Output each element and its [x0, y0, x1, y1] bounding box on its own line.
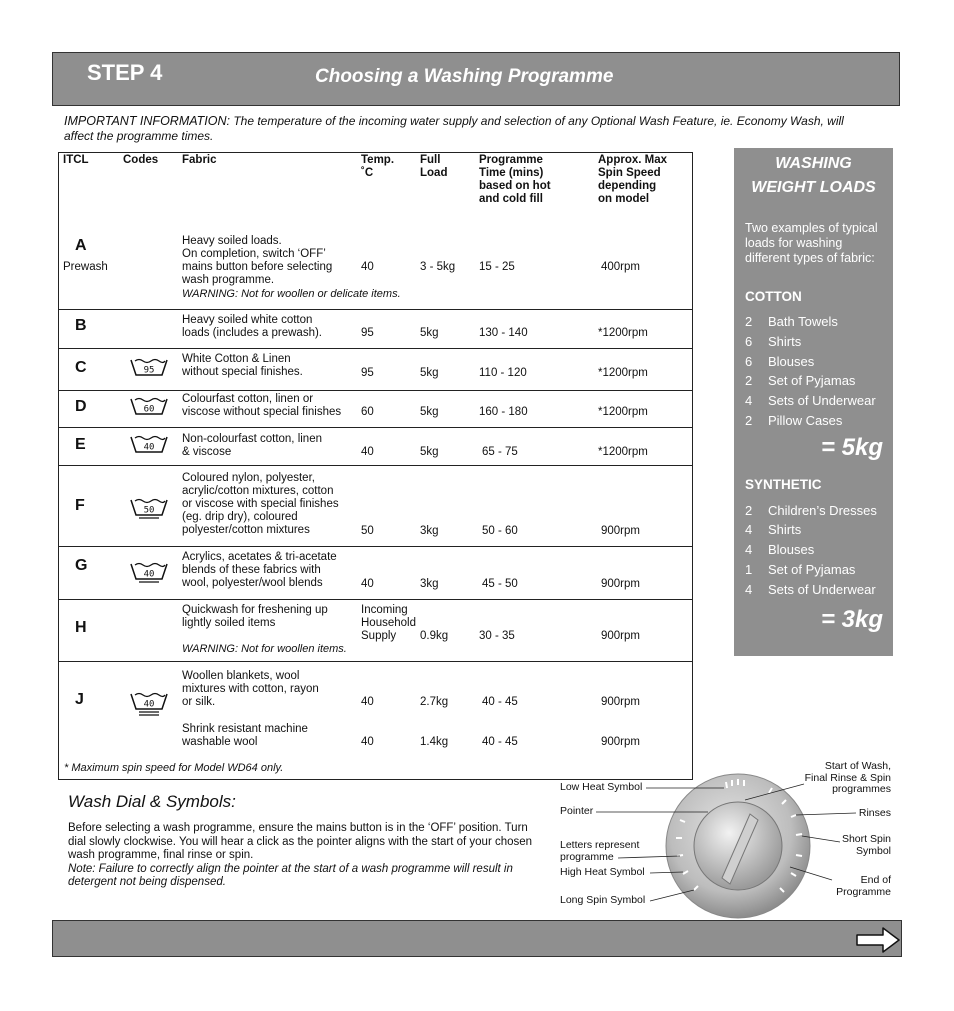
time-value: 130 - 140: [479, 327, 528, 339]
label-end-of-programme: End of Programme: [836, 874, 891, 898]
spin-value: *1200rpm: [598, 406, 648, 418]
wash-tub-40-underline-icon: [129, 561, 169, 583]
temp-value: 40: [361, 261, 374, 273]
itcl-letter: E: [75, 436, 86, 453]
fabric-text: Quickwash for freshening up lightly soiled items: [182, 604, 328, 629]
header-time: Programme Time (mins) based on hot and cold fill: [479, 154, 551, 205]
important-lead: IMPORTANT INFORMATION:: [64, 114, 230, 128]
time-value: 50 - 60: [482, 525, 518, 537]
panel-title: WASHING WEIGHT LOADS: [751, 155, 876, 196]
header-codes: Codes: [123, 154, 159, 166]
warning-text: WARNING: Not for woollen items.: [182, 643, 347, 655]
next-page-arrow-icon[interactable]: [855, 926, 901, 954]
wash-tub-40-icon: [129, 434, 169, 456]
row-divider: [59, 309, 692, 310]
label-short-spin-symbol: Short Spin Symbol: [841, 833, 891, 857]
temp-value: 95: [361, 367, 374, 379]
dial-section-title: Wash Dial & Symbols:: [68, 792, 236, 811]
fabric-text: Heavy soiled loads. On completion, switch ‘OFF’ mains button before selecting wash programme.: [182, 235, 333, 286]
fabric-text: White Cotton & Linen without special finishes.: [182, 353, 303, 378]
temp-value: 40: [361, 446, 374, 458]
temp-value-secondary: 40: [361, 736, 374, 748]
fabric-text: Acrylics, acetates & tri-acetate blends of these fabrics with wool, polyester/wool blends: [182, 551, 337, 589]
label-long-spin-symbol: Long Spin Symbol: [560, 894, 646, 906]
wash-tub-40-hand-wool-icon: [129, 691, 169, 719]
itcl-letter: G: [75, 557, 88, 574]
wash-tub-95-icon: [129, 357, 169, 379]
itcl-letter: C: [75, 359, 87, 376]
list-item: 4 Blouses: [745, 542, 815, 557]
row-divider: [59, 465, 692, 466]
header-temp: Temp. ˚C: [361, 154, 395, 179]
list-item: 2 Bath Towels: [745, 314, 838, 329]
spin-value: 900rpm: [601, 696, 640, 708]
time-value-secondary: 40 - 45: [482, 736, 518, 748]
wash-tub-60-icon: [129, 396, 169, 418]
spin-value-secondary: 900rpm: [601, 736, 640, 748]
fabric-text-secondary: Shrink resistant machine washable wool: [182, 723, 308, 748]
label-rinses: Rinses: [858, 807, 891, 819]
load-value: 5kg: [420, 367, 439, 379]
itcl-letter: F: [75, 497, 85, 514]
list-item: 2 Pillow Cases: [745, 413, 843, 428]
important-information: [64, 114, 874, 144]
spin-value: *1200rpm: [598, 446, 648, 458]
row-divider: [59, 546, 692, 547]
label-low-heat-symbol: Low Heat Symbol: [560, 781, 643, 793]
symbol-temp: 40: [143, 442, 155, 453]
fabric-text: Woollen blankets, wool mixtures with cotton, rayon or silk.: [182, 670, 319, 708]
header-itcl: ITCL: [63, 154, 89, 166]
table-footnote: * Maximum spin speed for Model WD64 only.: [64, 762, 284, 774]
cotton-total: = 5kg: [820, 434, 883, 461]
itcl-letter: J: [75, 691, 84, 708]
header-load: Full Load: [420, 154, 448, 179]
spin-value: 400rpm: [601, 261, 640, 273]
symbol-temp: 50: [143, 505, 155, 516]
fabric-text: Coloured nylon, polyester, acrylic/cotton mixtures, cotton or viscose with special finishes (eg. drip dry), coloured polyester/cotton mixtures: [182, 472, 339, 536]
temp-value: 50: [361, 525, 374, 537]
itcl-letter: D: [75, 398, 87, 415]
load-value: 3kg: [420, 525, 439, 537]
load-value: 5kg: [420, 406, 439, 418]
row-divider: [59, 348, 692, 349]
row-divider: [59, 661, 692, 662]
dial-note: Note: Failure to correctly align the pointer at the start of a wash programme will result in detergent not being dispensed.: [68, 862, 513, 888]
load-value: 5kg: [420, 446, 439, 458]
header-fabric: Fabric: [182, 154, 217, 166]
time-value: 160 - 180: [479, 406, 528, 418]
dial-instructions: [68, 822, 538, 890]
time-value: 65 - 75: [482, 446, 518, 458]
fabric-text: Heavy soiled white cotton loads (includes a prewash).: [182, 314, 322, 339]
list-item: 4 Sets of Underwear: [745, 393, 876, 408]
list-item: 4 Sets of Underwear: [745, 582, 876, 597]
symbol-temp: 60: [143, 404, 155, 415]
row-divider: [59, 390, 692, 391]
spin-value: 900rpm: [601, 578, 640, 590]
label-start-of-wash: Start of Wash, Final Rinse & Spin programmes: [804, 760, 891, 795]
load-value: 5kg: [420, 327, 439, 339]
itcl-letter: B: [75, 317, 87, 334]
temp-value: Incoming Household Supply: [361, 604, 416, 642]
header-bar: [52, 52, 900, 106]
panel-intro: Two examples of typical loads for washing different types of fabric:: [745, 221, 878, 265]
load-value: 0.9kg: [420, 630, 449, 642]
load-value: 2.7kg: [420, 696, 449, 708]
temp-value: 40: [361, 578, 374, 590]
wash-tub-50-icon: [129, 497, 169, 519]
load-value-secondary: 1.4kg: [420, 736, 449, 748]
header-spin: Approx. Max Spin Speed depending on model: [598, 154, 668, 205]
itcl-letter: A: [75, 237, 87, 254]
label-letters: Letters represent programme: [560, 839, 640, 863]
list-item: 6 Blouses: [745, 354, 815, 369]
cotton-heading: COTTON: [745, 289, 802, 304]
time-value: 30 - 35: [479, 630, 515, 642]
symbol-temp: 40: [143, 569, 155, 580]
list-item: 2 Set of Pyjamas: [745, 373, 856, 388]
weight-loads-panel: [734, 148, 893, 656]
step-label: STEP 4: [87, 60, 163, 85]
list-item: 4 Shirts: [745, 522, 802, 537]
fabric-text: Non-colourfast cotton, linen & viscose: [182, 433, 322, 458]
row-divider: [59, 599, 692, 600]
page-title: Choosing a Washing Programme: [315, 66, 614, 87]
spin-value: *1200rpm: [598, 367, 648, 379]
synthetic-total: = 3kg: [820, 606, 883, 633]
fabric-text: Colourfast cotton, linen or viscose without special finishes: [182, 393, 342, 418]
dial-instructions-text: Before selecting a wash programme, ensure the mains button is in the ‘OFF’ position. Turn dial slowly clockwise. You will hear a click as the pointer aligns with the start of your chosen wash programme, final rinse or spin.: [68, 822, 533, 861]
symbol-temp: 40: [143, 699, 155, 710]
synthetic-heading: SYNTHETIC: [745, 477, 822, 492]
list-item: 2 Children’s Dresses: [745, 503, 877, 518]
warning-text: WARNING: Not for woollen or delicate items.: [182, 288, 401, 300]
label-high-heat-symbol: High Heat Symbol: [560, 866, 645, 878]
time-value: 110 - 120: [479, 367, 527, 379]
time-value: 15 - 25: [479, 261, 515, 273]
dial-body: [666, 774, 810, 918]
spin-value: 900rpm: [601, 630, 640, 642]
footer-bar: [52, 920, 902, 957]
row-divider: [59, 427, 692, 428]
temp-value: 95: [361, 327, 374, 339]
temp-value: 40: [361, 696, 374, 708]
load-value: 3kg: [420, 578, 439, 590]
temp-value: 60: [361, 406, 374, 418]
itcl-letter: H: [75, 619, 87, 636]
list-item: 6 Shirts: [745, 334, 802, 349]
important-text: The temperature of the incoming water supply and selection of any Optional Wash Feature, ie. Economy Wash, will affect the programme times.: [64, 114, 844, 143]
programme-table: [58, 152, 693, 780]
list-item: 1 Set of Pyjamas: [745, 562, 856, 577]
label-pointer: Pointer: [560, 805, 594, 817]
spin-value: 900rpm: [601, 525, 640, 537]
time-value: 40 - 45: [482, 696, 518, 708]
symbol-temp: 95: [143, 365, 155, 376]
time-value: 45 - 50: [482, 578, 518, 590]
itcl-sub: Prewash: [63, 261, 108, 273]
spin-value: *1200rpm: [598, 327, 648, 339]
load-value: 3 - 5kg: [420, 261, 456, 273]
